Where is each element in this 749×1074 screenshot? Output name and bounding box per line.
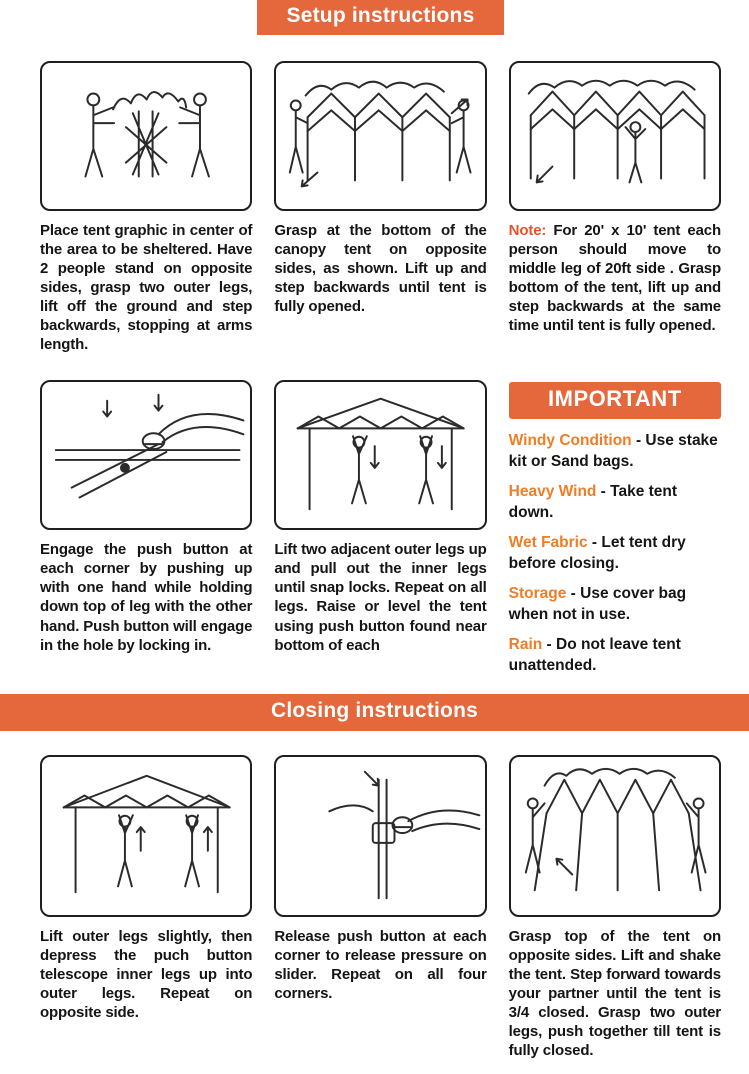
setup-step-2 [274, 61, 486, 354]
important-panel [509, 382, 721, 685]
setup-header-row [40, 0, 721, 35]
figure-box [274, 61, 486, 211]
wide-tent-expand-illustration [511, 63, 719, 209]
important-item [509, 482, 721, 524]
step-caption: Engage the push button at each corner by pushing up with one hand while holding down top of leg with the other hand. Push button will engage in the hole by locking in. [40, 541, 253, 654]
mid-step-2 [274, 380, 486, 685]
figure-box [40, 380, 252, 530]
expand-canopy-illustration [276, 63, 484, 209]
figure-box [274, 380, 486, 530]
unfold-collapsed-tent-illustration [42, 63, 250, 209]
closing-step-2 [274, 755, 486, 1060]
push-button-engage-illustration [42, 382, 250, 528]
important-item [509, 533, 721, 575]
setup-steps-row [40, 61, 721, 354]
important-item [509, 584, 721, 626]
figure-box [40, 61, 252, 211]
important-term: Windy Condition [508, 432, 632, 450]
setup-step-3 [509, 61, 721, 354]
mid-step-1 [40, 380, 252, 685]
important-item [509, 635, 721, 677]
important-term: Rain [508, 635, 543, 653]
step-caption: Place tent graphic in center of the area to be sheltered. Have 2 people stand on opposite sides, grasp two outer legs, lift off the ground and step backwards, stopping at arms length. [40, 222, 253, 354]
figure-box [40, 755, 252, 917]
figure-box [509, 61, 721, 211]
important-text: - Take tent down. [508, 483, 678, 522]
important-item [509, 431, 721, 473]
important-term: Wet Fabric [508, 534, 588, 552]
step-caption: Grasp top of the tent on opposite sides. Lift and shake the tent. Step forward towards your partner until the tent is 3/4 closed. Grasp two outer legs, push together till tent is fully closed. [508, 927, 721, 1059]
step-caption: Lift outer legs slightly, then depress the puch button telescope inner legs up into outer legs. Repeat on opposite side. [40, 927, 253, 1021]
step-caption [509, 221, 721, 335]
setup-step-1 [40, 61, 252, 354]
important-text: - Let tent dry before closing. [508, 534, 686, 572]
closing-step-3 [509, 755, 721, 1060]
closing-steps-row [40, 755, 721, 1060]
step-caption: Lift two adjacent outer legs up and pull out the inner legs until snap locks. Repeat on all legs. Raise or level the tent using push button found near bottom of each [274, 541, 487, 654]
step-caption: Release push button at each corner to release pressure on slider. Repeat on all four corners. [274, 927, 487, 1002]
important-term: Storage [508, 584, 567, 602]
closing-instructions-header: Closing instructions [0, 694, 749, 731]
note-label: Note: [508, 222, 547, 239]
pull-inner-legs-illustration [276, 382, 484, 528]
step-caption: Grasp at the bottom of the canopy tent on opposite sides, as shown. Lift up and step backwards until tent is fully opened. [274, 222, 487, 316]
important-title: IMPORTANT [509, 382, 721, 419]
important-term: Heavy Wind [508, 483, 597, 501]
important-text: - Do not leave tent unattended. [508, 635, 681, 674]
important-text: - Use stake kit or Sand bags. [508, 432, 718, 471]
setup-instructions-header: Setup instructions [257, 0, 505, 35]
fold-tent-closed-illustration [511, 757, 719, 915]
figure-box [509, 755, 721, 917]
note-text: For 20' x 10' tent each person should move to middle leg of 20ft side . Grasp bottom of the tent, lift up and step backwards at the same time until tent is fully opened. [508, 222, 721, 335]
lift-outer-legs-illustration [42, 757, 250, 915]
release-push-button-illustration [276, 757, 484, 915]
mid-steps-row [40, 380, 721, 685]
closing-step-1 [40, 755, 252, 1060]
important-text: - Use cover bag when not in use. [508, 584, 687, 623]
figure-box [274, 755, 486, 917]
